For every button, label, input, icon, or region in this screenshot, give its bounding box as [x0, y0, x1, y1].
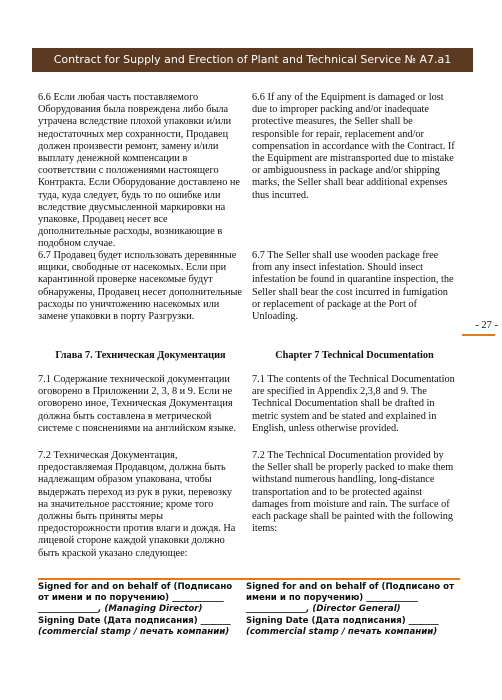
signature-right-line3: Signing Date (Дата подписания) _______: [246, 615, 439, 626]
signature-left-line1: Signed for and on behalf of (Подписано от имени и по поручению) ____________: [38, 582, 233, 604]
signature-right-line1: Signed for and on behalf of (Подписано от имени и по поручению) ____________: [246, 582, 455, 604]
clause-6-7-en: 6.7 The Seller shall use wooden package free from any insect infestation. Should insect infestation be found in quarantine inspection, the Seller shall bear the cost incurred in fumigation or replacement of package at the Port of Unloading.: [252, 250, 454, 323]
clause-7-2-ru: 7.2 Техническая Документация, предоставляемая Продавцом, должна быть надлежащим образом упакована, чтобы выдержать переход из рук в руки, перевозку на значительное расстояние; кроме того должны быть приняты меры предосторожности против влаги и дождя. На лицевой стороне каждой упаковки должно быть краской указано следующее:: [38, 450, 236, 559]
chapter-7-heading-en: Chapter 7 Technical Documentation: [275, 350, 434, 361]
chapter-7-heading-ru: Глава 7. Техническая Документация: [55, 350, 226, 361]
clause-6-6-ru: 6.6 Если любая часть поставляемого Оборудования была повреждена либо была утрачена вследствие плохой упаковки и/или недостаточных мер сохранности, Продавец должен произвести ремонт, замену и/или выплату денежной компенсации в соответствии с положениями настоящего Контракта. Если Оборудование доставлено не туда, куда следует, будь то по ошибке или вследствие двусмысленной маркировки на упаковке, Продавец несет все дополнительные расходы, возникающие в подобном случае.: [38, 92, 240, 250]
clause-6-7-ru: 6.7 Продавец будет использовать деревянные ящики, свободные от насекомых. Если при карантинной проверке насекомые будут обнаружены, Продавец несет дополнительные расходы по уничтожению насекомых или замене упаковки в порту Разгрузки.: [38, 250, 242, 323]
clause-7-1-ru: 7.1 Содержание технической документации оговорено в Приложении 2, 3, 8 и 9. Если не оговорено иное, Техническая Документация должна быть составлена в метрической системе с пояснениями на английском языке.: [38, 374, 237, 434]
footer-rule: [38, 578, 460, 580]
page-number-rule: [462, 334, 495, 336]
clause-7-1-en: 7.1 The contents of the Technical Documentation are specified in Appendix 2,3,8 and 9. The Technical Documentation shall be drafted in metric system and be stated and explained in English, unless otherwise provided.: [252, 374, 455, 434]
signature-right-line4: (commercial stamp / печать компании): [246, 626, 438, 637]
signature-block-left: [38, 582, 238, 638]
signature-right-line2: ______________, (Director General): [246, 604, 401, 615]
clause-6-6-en: 6.6 If any of the Equipment is damaged or lost due to improper packing and/or inadequate protective measures, the Seller shall be responsible for repair, replacement and/or compensation in accordance with the Contract. If the Equipment are mistransported due to mistake or ambiguousness in package and/or shipping marks, the Seller shall bear additional expenses thus incurred.: [252, 92, 455, 201]
signature-left-line3: Signing Date (Дата подписания) _______: [38, 615, 231, 626]
signature-left-line2: ______________, (Managing Director): [38, 604, 203, 615]
signature-left-line4: (commercial stamp / печать компании): [38, 626, 230, 637]
signature-block-right: [246, 582, 460, 638]
clause-7-2-en: 7.2 The Technical Documentation provided by the Seller shall be properly packed to make them withstand numerous handling, long-distance transportation and to be protected against damages from moisture and rain. The surface of each package shall be painted with the following items:: [252, 450, 454, 535]
document-header: Contract for Supply and Erection of Plant and Technical Service № A7.a1: [32, 48, 473, 72]
page-number: - 27 -: [475, 320, 498, 331]
